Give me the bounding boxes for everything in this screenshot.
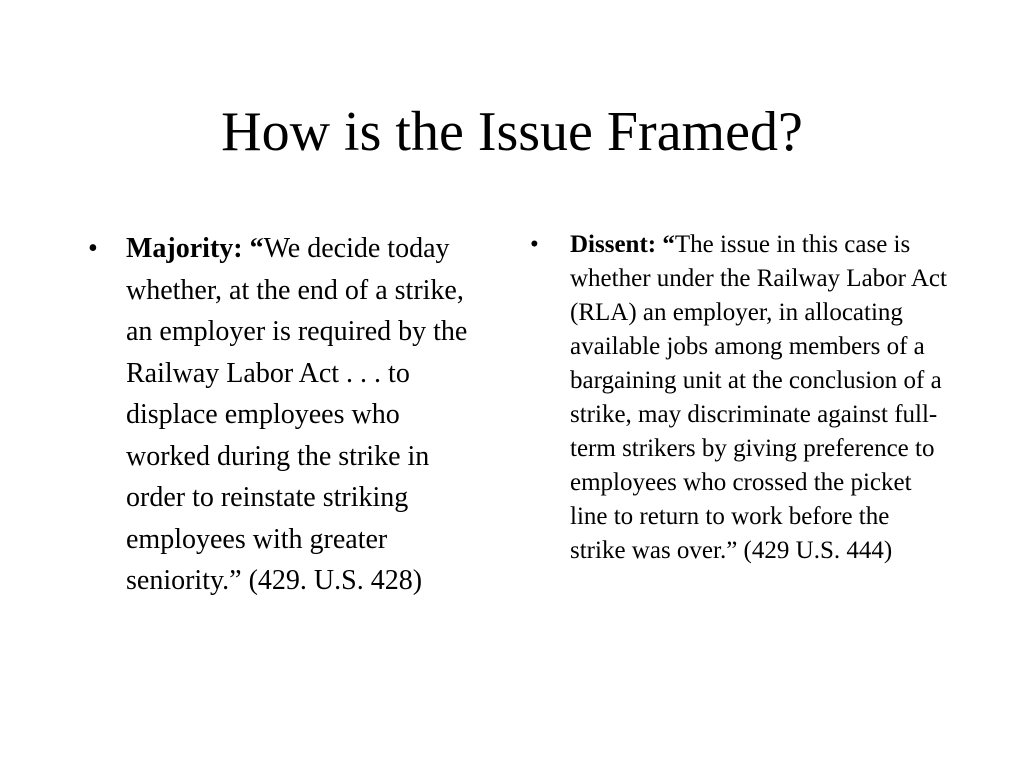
bullet-icon: •	[88, 233, 98, 264]
dissent-label: Dissent: “	[570, 231, 675, 258]
majority-quote: We decide today whether, at the end of a strike, an employer is required by the Railway Labor Act . . . to displace employees who worked during the strike in order to reinstate striking employees with greater seniority.” (429. U.S. 428)	[126, 233, 468, 596]
majority-bullet-item	[88, 228, 488, 602]
dissent-quote: The issue in this case is whether under the Railway Labor Act (RLA) an employer, in allocating available jobs among members of a bargaining unit at the conclusion of a strike, may discriminate against full-term strikers by giving preference to employees who crossed the picket line to return to work before the strike was over.” (429 U.S. 444)	[570, 231, 947, 564]
majority-label: Majority: “	[126, 233, 264, 264]
bullet-icon: •	[530, 231, 539, 258]
slide-title: How is the Issue Framed?	[221, 101, 803, 163]
dissent-column	[530, 228, 950, 568]
dissent-bullet-item	[530, 228, 950, 568]
majority-column	[88, 228, 488, 602]
